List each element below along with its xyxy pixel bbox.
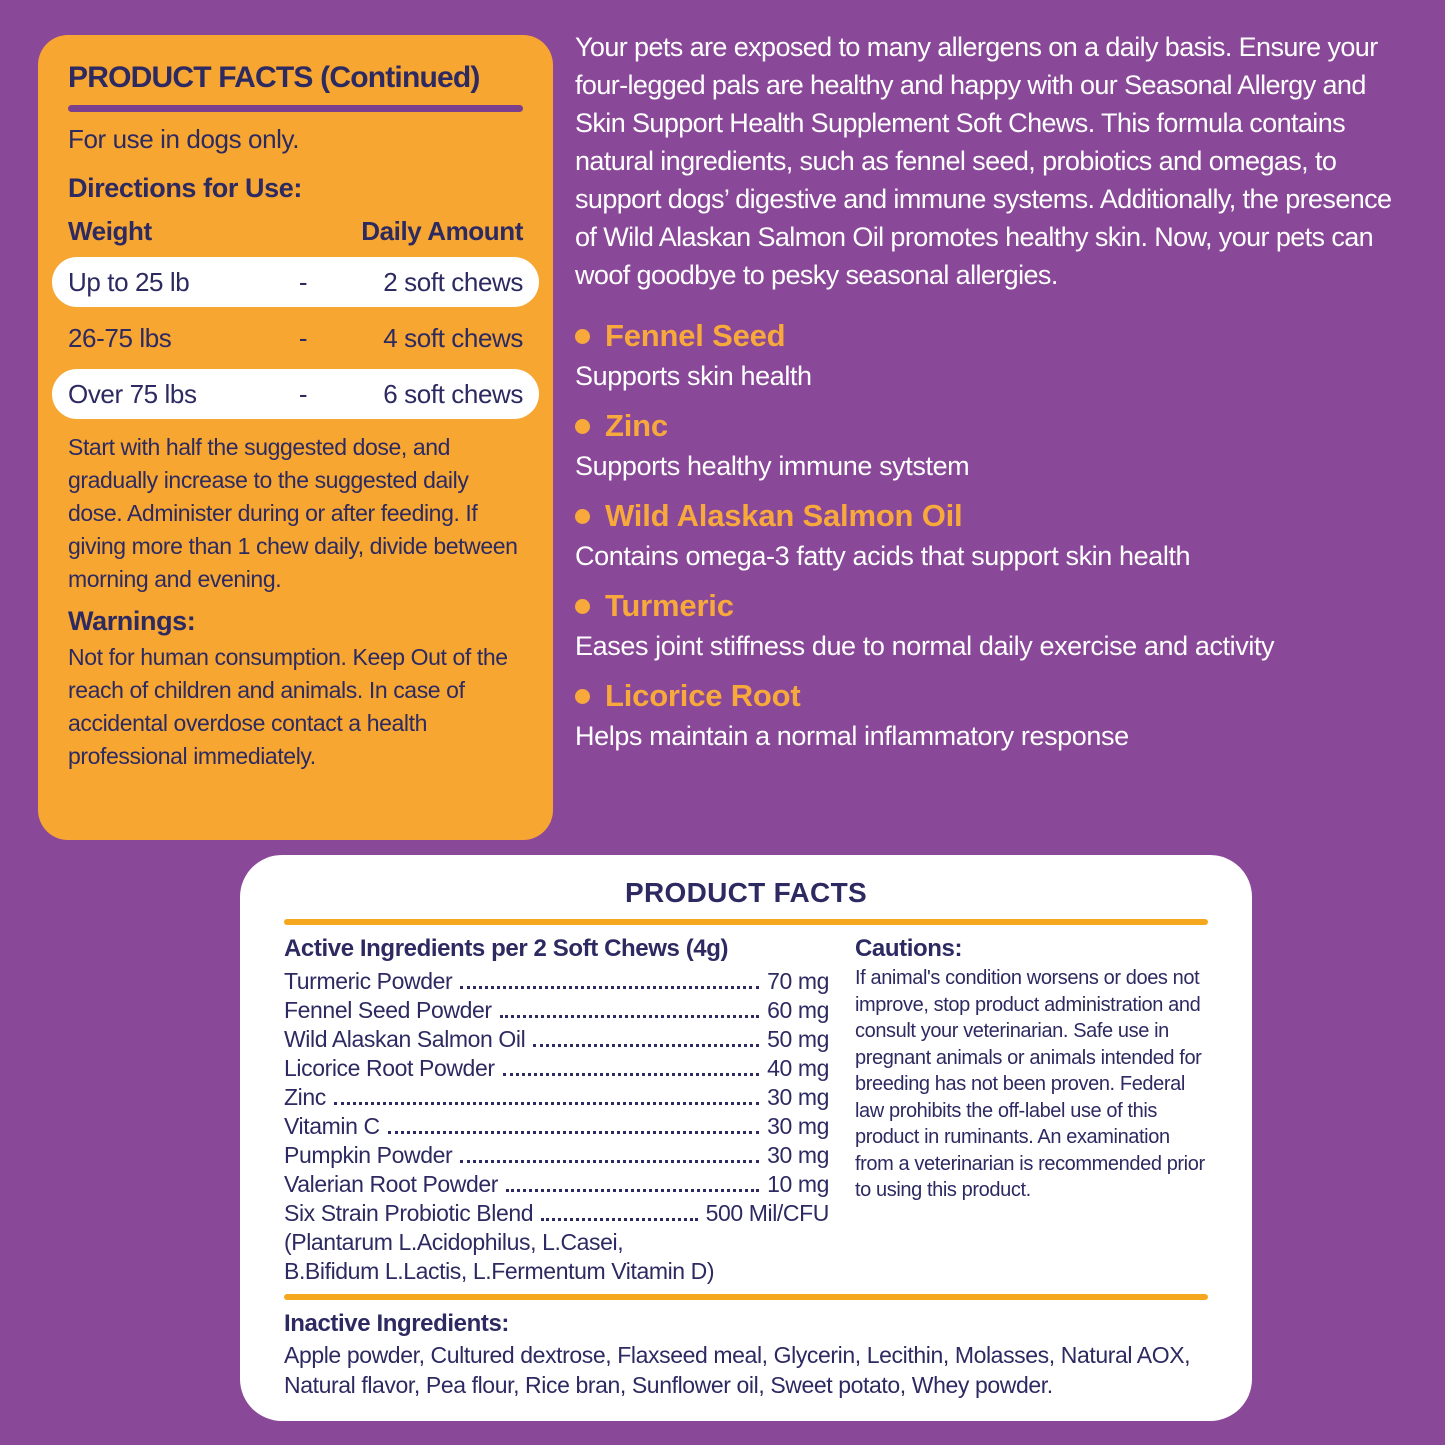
dosing-note: Start with half the suggested dose, and gradually increase to the suggested daily dose. Administer during or after feeding. If giving more than 1 chew daily, divide between morning and evening.	[68, 434, 518, 592]
benefit-heading	[575, 404, 1413, 448]
benefit-description: Helps maintain a normal inflammatory response	[575, 721, 1129, 751]
ingredient-amount: 500 Mil/CFU	[705, 1200, 829, 1226]
list-item	[575, 494, 1413, 574]
benefit-name: Wild Alaskan Salmon Oil	[605, 498, 963, 533]
orange-divider	[284, 919, 1208, 925]
panel-title: PRODUCT FACTS	[625, 877, 867, 908]
weight-value: 26-75 lbs	[68, 322, 172, 353]
amount-column-header: Daily Amount	[361, 216, 523, 246]
for-use-text: For use in dogs only.	[68, 124, 300, 154]
table-row	[284, 1112, 829, 1141]
dot-leader	[460, 1160, 759, 1163]
list-item	[575, 584, 1413, 664]
orange-divider	[284, 1294, 1208, 1300]
intro-paragraph: Your pets are exposed to many allergens on a daily basis. Ensure your four-legged pals are healthy and happy with our Seasonal Allergy and Skin Support Health Supplement Soft Chews. This formula contains natural ingredients, such as fennel seed, probiotics and omegas, to support dogs’ digestive and immune systems. Additionally, the presence of Wild Alaskan Salmon Oil promotes healthy skin. Now, your pets can woof goodbye to pesky seasonal allergies.	[575, 32, 1392, 290]
table-row	[284, 1054, 829, 1083]
active-ingredients-column	[284, 935, 829, 1286]
ingredient-name: Zinc	[284, 1084, 326, 1110]
cautions-column	[855, 935, 1208, 1286]
benefit-description: Eases joint stiffness due to normal daily exercise and activity	[575, 631, 1275, 661]
table-row	[284, 996, 829, 1025]
bullet-dot-icon	[575, 599, 590, 614]
directions-title: Directions for Use:	[68, 173, 302, 203]
facts-columns	[284, 935, 1208, 1286]
ingredient-amount: 60 mg	[767, 997, 829, 1023]
weight-value: Over 75 lbs	[68, 378, 197, 409]
table-row	[284, 967, 829, 996]
benefit-heading	[575, 584, 1413, 628]
product-facts-panel	[240, 855, 1252, 1421]
dash-separator: -	[298, 322, 308, 353]
dosage-table-header	[68, 216, 523, 247]
ingredient-amount: 10 mg	[767, 1171, 829, 1197]
ingredient-amount: 30 mg	[767, 1113, 829, 1139]
dot-leader	[503, 1073, 759, 1076]
ingredient-name: Six Strain Probiotic Blend	[284, 1200, 534, 1226]
benefit-description: Supports skin health	[575, 361, 812, 391]
amount-value: 6 soft chews	[383, 378, 523, 409]
benefit-description: Contains omega-3 fatty acids that support skin health	[575, 541, 1191, 571]
ingredient-amount: 30 mg	[767, 1142, 829, 1168]
probiotic-strains-note: B.Bifidum L.Lactis, L.Fermentum Vitamin D)	[284, 1258, 715, 1284]
amount-value: 4 soft chews	[383, 322, 523, 353]
cautions-text: If animal's condition worsens or does not improve, stop product administration and consult your veterinarian. Safe use in pregnant animals or animals intended for breeding has not been proven. Federal law prohibits the off-label use of this product in ruminants. An examination from a veterinarian is recommended prior to using this product.	[855, 967, 1205, 1201]
ingredient-name: Wild Alaskan Salmon Oil	[284, 1026, 526, 1052]
bullet-dot-icon	[575, 329, 590, 344]
benefit-heading	[575, 314, 1413, 358]
table-row	[284, 1083, 829, 1112]
dash-separator: -	[298, 378, 308, 409]
ingredient-name: Vitamin C	[284, 1113, 380, 1139]
ingredient-amount: 30 mg	[767, 1084, 829, 1110]
marketing-copy-column	[575, 28, 1413, 764]
active-ingredients-title: Active Ingredients per 2 Soft Chews (4g)	[284, 935, 729, 962]
dash-separator: -	[298, 266, 308, 297]
inactive-ingredients-title: Inactive Ingredients:	[284, 1310, 509, 1337]
weight-value: Up to 25 lb	[68, 266, 190, 297]
dot-leader	[541, 1218, 697, 1221]
warnings-text: Not for human consumption. Keep Out of the reach of children and animals. In case of accidental overdose contact a health professional immediately.	[68, 644, 508, 769]
panel-title: PRODUCT FACTS (Continued)	[68, 61, 480, 94]
dot-leader	[388, 1131, 759, 1134]
ingredient-amount: 70 mg	[767, 968, 829, 994]
table-row	[52, 313, 539, 363]
benefit-name: Licorice Root	[605, 678, 801, 713]
list-item	[575, 404, 1413, 484]
table-row	[52, 257, 539, 307]
ingredient-name: Licorice Root Powder	[284, 1055, 495, 1081]
ingredient-amount: 40 mg	[767, 1055, 829, 1081]
dot-leader	[500, 1015, 759, 1018]
table-row	[52, 369, 539, 419]
table-row	[284, 1199, 829, 1228]
benefit-name: Turmeric	[605, 588, 734, 623]
bullet-dot-icon	[575, 419, 590, 434]
ingredient-name: Valerian Root Powder	[284, 1171, 499, 1197]
product-facts-continued-panel	[38, 35, 553, 840]
list-item	[575, 674, 1413, 754]
dot-leader	[334, 1102, 759, 1105]
table-row	[284, 1141, 829, 1170]
table-row	[284, 1025, 829, 1054]
benefit-name: Fennel Seed	[605, 318, 786, 353]
ingredient-name: Pumpkin Powder	[284, 1142, 453, 1168]
ingredient-name: Turmeric Powder	[284, 968, 453, 994]
list-item	[575, 314, 1413, 394]
ingredient-name: Fennel Seed Powder	[284, 997, 492, 1023]
dot-leader	[506, 1189, 759, 1192]
purple-divider	[68, 105, 523, 112]
warnings-title: Warnings:	[68, 606, 196, 636]
benefit-name: Zinc	[605, 408, 668, 443]
weight-column-header: Weight	[68, 216, 152, 246]
benefit-heading	[575, 674, 1413, 718]
bullet-dot-icon	[575, 689, 590, 704]
benefit-heading	[575, 494, 1413, 538]
table-row	[284, 1170, 829, 1199]
bullet-dot-icon	[575, 509, 590, 524]
dot-leader	[533, 1044, 759, 1047]
dot-leader	[460, 986, 759, 989]
ingredient-amount: 50 mg	[767, 1026, 829, 1052]
cautions-title: Cautions:	[855, 935, 963, 962]
benefit-description: Supports healthy immune sytstem	[575, 451, 970, 481]
amount-value: 2 soft chews	[383, 266, 523, 297]
inactive-ingredients-text: Apple powder, Cultured dextrose, Flaxseed meal, Glycerin, Lecithin, Molasses, Natural AOX, Natural flavor, Pea flour, Rice bran, Sunflower oil, Sweet potato, Whey powder.	[284, 1342, 1191, 1398]
probiotic-strains-note: (Plantarum L.Acidophilus, L.Casei,	[284, 1229, 624, 1255]
